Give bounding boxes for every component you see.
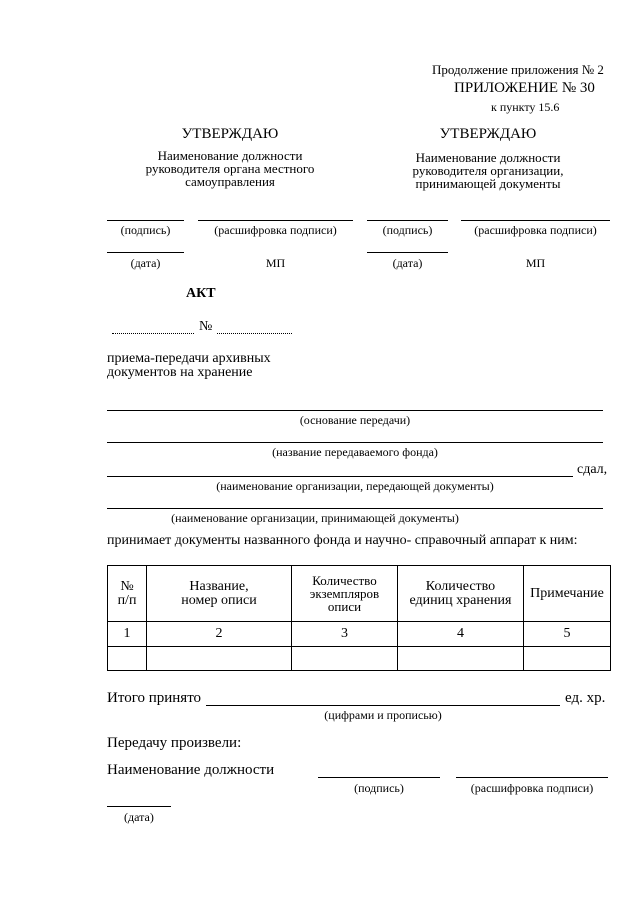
table-cell: 1 — [108, 622, 147, 647]
table-cell: 4 — [398, 622, 524, 647]
approve-left-seal: МП — [265, 256, 286, 270]
table-cell: 3 — [292, 622, 398, 647]
act-date-line[interactable] — [112, 333, 194, 334]
header-cell-note — [524, 566, 611, 622]
table-cell: 5 — [524, 622, 611, 647]
header-line: № — [120, 578, 134, 594]
basis-caption: (основание передачи) — [299, 413, 411, 427]
transferring-org-caption: (наименование организации, передающей документы) — [216, 479, 494, 493]
approve-left-date-line[interactable] — [107, 252, 184, 253]
approve-left-position-line: самоуправления — [185, 174, 275, 189]
handed-over-label: сдал, — [577, 462, 608, 477]
footer-signature-line[interactable] — [318, 777, 440, 778]
approve-right-decoding-caption: (расшифровка подписи) — [474, 223, 597, 237]
receiving-org-caption: (наименование организации, принимающей документы) — [171, 511, 459, 525]
header-line: Название, — [189, 578, 249, 594]
act-subject-line: документов на хранение — [107, 365, 253, 380]
table-cell: 2 — [147, 622, 292, 647]
approve-left-position — [120, 149, 340, 188]
approve-right-signature-line[interactable] — [367, 220, 448, 221]
approve-left-signature-line[interactable] — [107, 220, 184, 221]
table-cell[interactable] — [524, 647, 611, 671]
appendix-title: ПРИЛОЖЕНИЕ № 30 — [454, 80, 595, 96]
footer-decoding-line[interactable] — [456, 777, 608, 778]
transfer-done-label: Передачу произвели: — [107, 735, 242, 751]
header-line: Количество — [312, 573, 377, 588]
header-cell-copies — [292, 566, 398, 622]
approve-left-position-line: руководителя органа местного — [145, 161, 315, 176]
approve-right-position — [378, 151, 598, 190]
appendix-reference: к пункту 15.6 — [491, 100, 560, 114]
approve-left-title: УТВЕРЖДАЮ — [181, 126, 279, 142]
total-label: Итого принято — [107, 690, 202, 706]
table-row — [108, 647, 611, 671]
documents-table — [107, 565, 611, 671]
position-label: Наименование должности — [107, 762, 275, 778]
fund-name-line[interactable] — [107, 442, 603, 443]
table-cell[interactable] — [147, 647, 292, 671]
act-subject-line: приема-передачи архивных — [107, 351, 271, 366]
header-cell-name — [147, 566, 292, 622]
header-line: Количество — [425, 578, 496, 594]
approve-right-date-line[interactable] — [367, 252, 448, 253]
approve-left-decoding-caption: (расшифровка подписи) — [214, 223, 337, 237]
approve-right-signature-caption: (подпись) — [382, 223, 433, 237]
approve-left-date-caption: (дата) — [130, 256, 161, 270]
header-line: экземпляров — [309, 586, 380, 601]
approve-left-decoding-line[interactable] — [198, 220, 353, 221]
in-words-caption: (цифрами и прописью) — [324, 708, 442, 722]
header-cell-units — [398, 566, 524, 622]
header-line: единиц хранения — [409, 592, 512, 608]
header-cell-number — [108, 566, 147, 622]
approve-right-date-caption: (дата) — [392, 256, 423, 270]
act-subject — [107, 352, 271, 380]
header-line: п/п — [117, 592, 137, 608]
continuation-note: Продолжение приложения № 2 — [432, 62, 604, 77]
table-cell[interactable] — [292, 647, 398, 671]
footer-date-caption: (дата) — [124, 810, 154, 824]
footer-signature-caption: (подпись) — [354, 781, 404, 795]
transferring-org-line[interactable] — [107, 476, 573, 477]
fund-name-caption: (название передаваемого фонда) — [272, 445, 438, 459]
total-line[interactable] — [206, 705, 560, 706]
approve-left-signature-caption: (подпись) — [120, 223, 171, 237]
table-number-row — [108, 622, 611, 647]
units-label: ед. хр. — [565, 690, 606, 706]
footer-date-line[interactable] — [107, 806, 171, 807]
footer-decoding-caption: (расшифровка подписи) — [470, 781, 594, 795]
receiving-org-line[interactable] — [107, 508, 603, 509]
header-line: Примечание — [530, 585, 604, 601]
approve-right-position-line: руководителя организации, — [412, 163, 564, 178]
accepts-text: принимает документы названного фонда и научно- справочный аппарат к ним: — [107, 533, 578, 548]
approve-right-seal: МП — [525, 256, 546, 270]
table-cell[interactable] — [398, 647, 524, 671]
act-title: АКТ — [186, 286, 216, 301]
table-cell[interactable] — [108, 647, 147, 671]
approve-right-position-line: Наименование должности — [415, 150, 561, 165]
act-number-sign: № — [199, 319, 213, 334]
header-line: номер описи — [181, 592, 257, 608]
basis-line[interactable] — [107, 410, 603, 411]
header-line: описи — [327, 599, 362, 614]
approve-left-position-line: Наименование должности — [157, 148, 303, 163]
approve-right-title: УТВЕРЖДАЮ — [439, 126, 537, 142]
approve-right-position-line: принимающей документы — [415, 176, 561, 191]
act-number-line[interactable] — [217, 333, 292, 334]
table-header-row — [108, 566, 611, 622]
approve-right-decoding-line[interactable] — [461, 220, 610, 221]
